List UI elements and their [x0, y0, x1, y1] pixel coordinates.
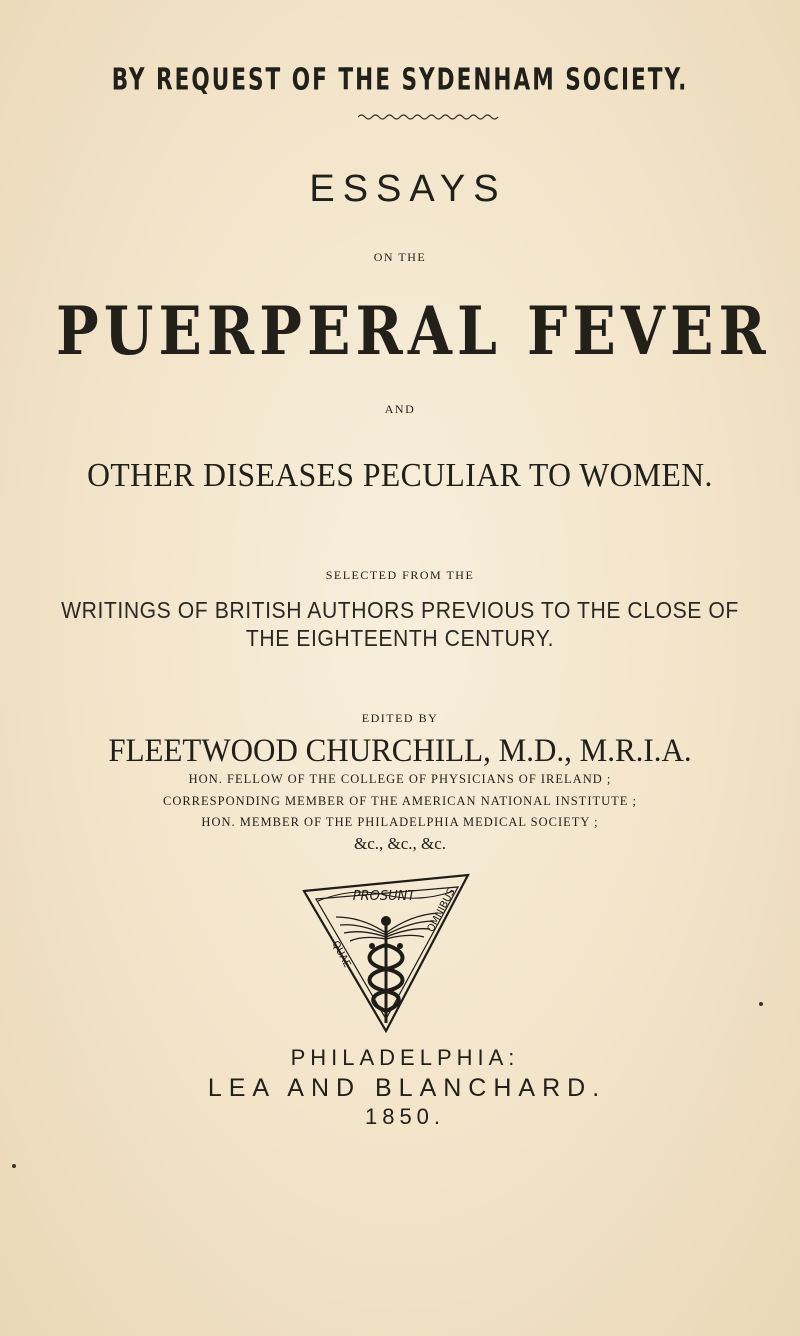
writings-line-1: WRITINGS OF BRITISH AUTHORS PREVIOUS TO THE CLOSE OF: [61, 597, 739, 623]
editor-name: FLEETWOOD CHURCHILL, M.D., M.R.I.A.: [108, 733, 692, 769]
emblem-motto-left: QUAE: [329, 939, 353, 970]
publication-place: PHILADELPHIA:: [290, 1045, 520, 1070]
publisher-name: LEA AND BLANCHARD.: [207, 1074, 607, 1102]
emblem-motto-top: PROSUNT: [352, 889, 416, 904]
credential-1: HON. FELLOW OF THE COLLEGE OF PHYSICIANS OF IRELAND ;: [188, 772, 612, 786]
credential-2: CORRESPONDING MEMBER OF THE AMERICAN NATIONAL INSTITUTE ;: [162, 794, 638, 808]
caduceus-shield-emblem-icon: [302, 873, 470, 1033]
wavy-rule: [358, 112, 500, 122]
main-title: ESSAYS: [309, 168, 507, 210]
and-label: AND: [384, 402, 416, 416]
writings-line-2: THE EIGHTEENTH CENTURY.: [245, 625, 555, 651]
paper-speck: [759, 1002, 763, 1006]
paper-speck: [12, 1164, 16, 1168]
edited-by-label: EDITED BY: [361, 711, 439, 725]
credential-3: HON. MEMBER OF THE PHILADELPHIA MEDICAL SOCIETY ;: [201, 815, 599, 829]
request-line: BY REQUEST OF THE SYDENHAM SOCIETY.: [111, 62, 689, 97]
subtitle: OTHER DISEASES PECULIAR TO WOMEN.: [87, 457, 713, 494]
on-the-label: ON THE: [373, 250, 427, 264]
etc-line: &c., &c., &c.: [353, 834, 447, 853]
selected-from-label: SELECTED FROM THE: [325, 568, 475, 582]
publication-year: 1850.: [364, 1104, 446, 1129]
subject-title: PUERPERAL FEVER: [56, 292, 771, 370]
emblem-motto-right: OMNIBUS: [425, 886, 458, 935]
